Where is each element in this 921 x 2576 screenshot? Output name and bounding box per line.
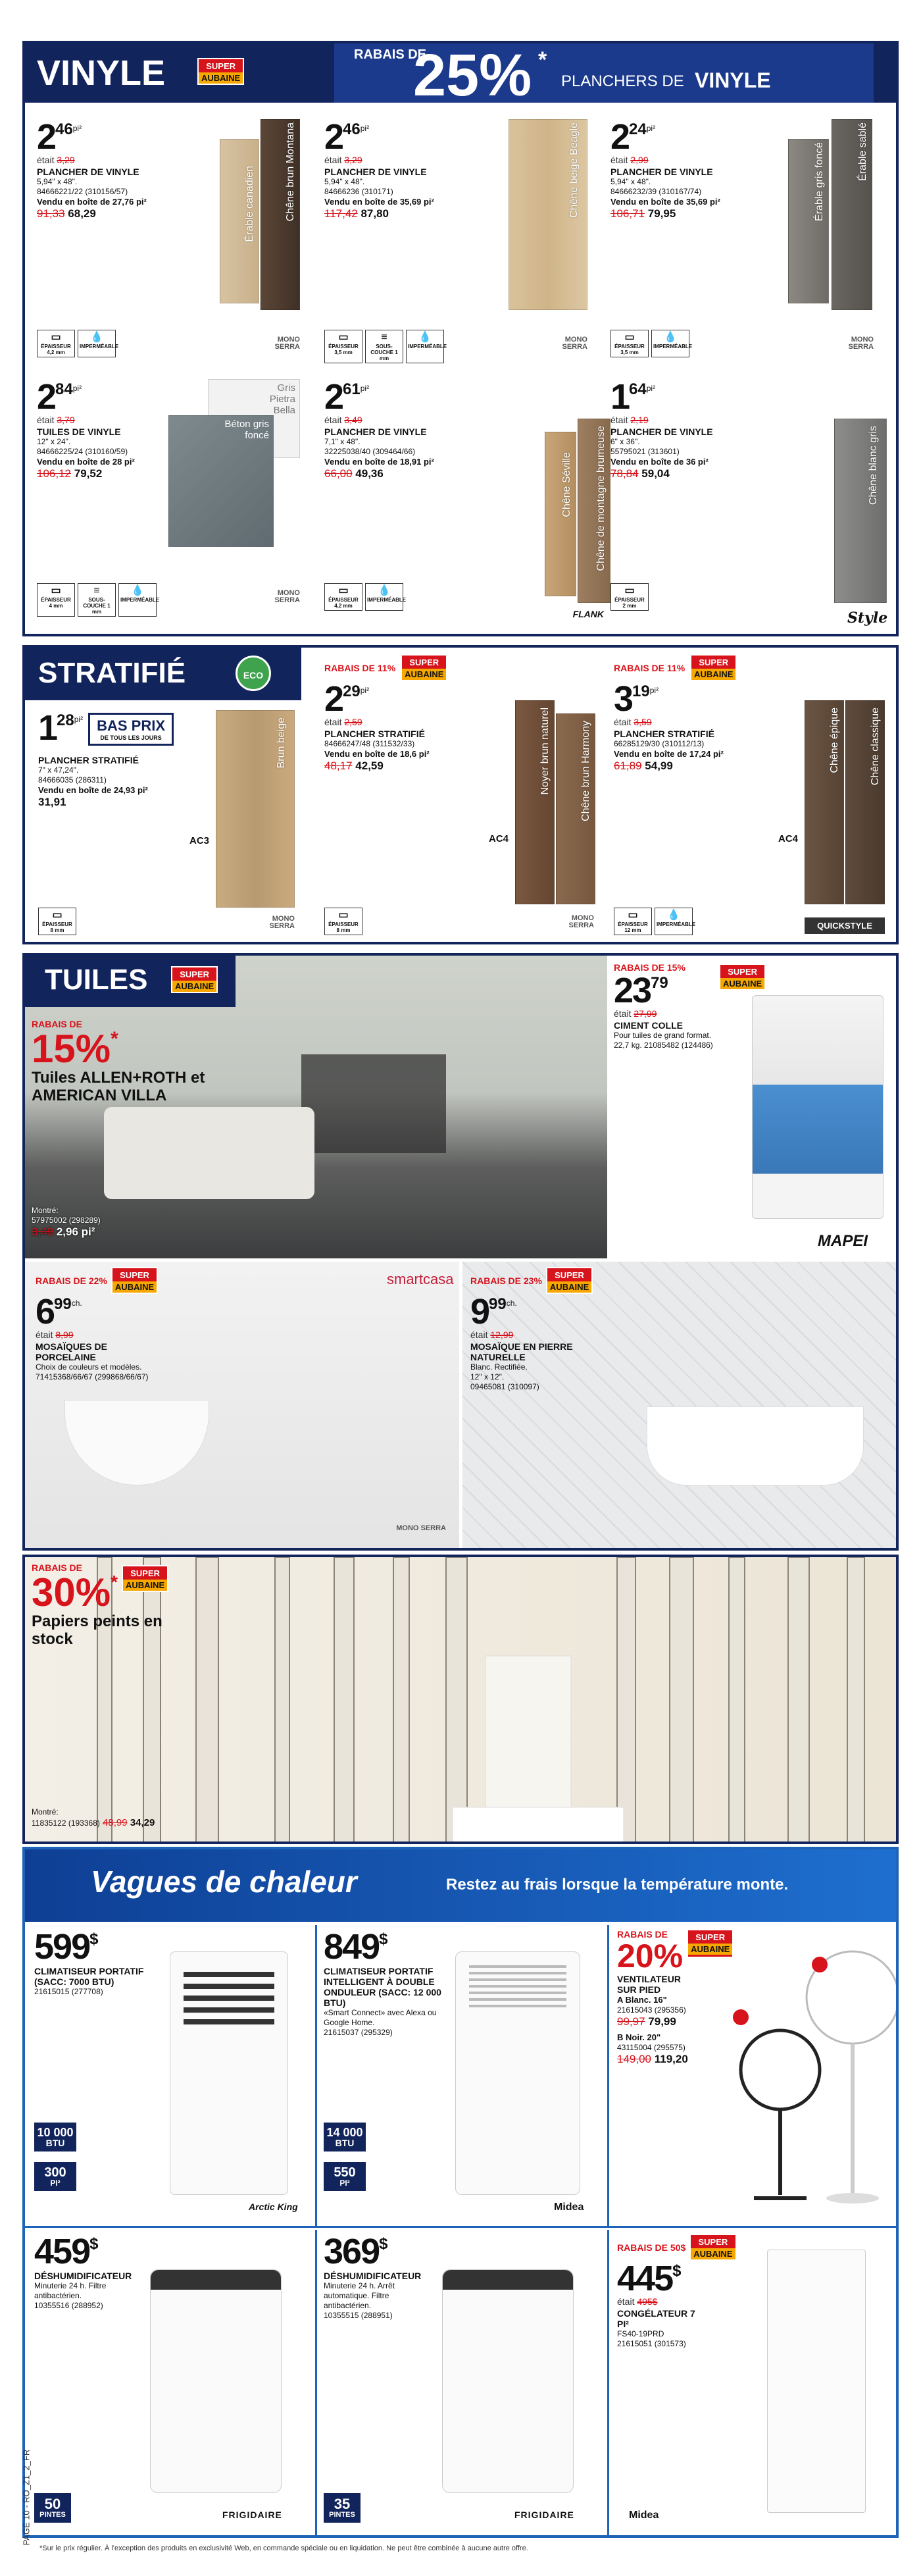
product-name: TUILES DE VINYLE: [37, 426, 121, 437]
product-name: DÉSHUMIDIFICATEUR: [34, 2271, 132, 2281]
mono-serra-logo: MONO SERRA: [562, 336, 587, 351]
box-info: Vendu en boîte de 27,76 pi²: [37, 197, 147, 207]
promo-banner: [334, 43, 874, 109]
box-price: 91,33 68,29: [37, 207, 96, 220]
btu-tag: 10 000 BTU: [34, 2123, 76, 2151]
box-price: 106,71 79,95: [610, 207, 676, 220]
price: $246^{pi^2}$: [324, 117, 370, 157]
box-info: Vendu en boîte de 18,6 pi²: [324, 749, 430, 759]
waterproof-icon: 💧 IMPERMÉABLE: [78, 330, 116, 357]
waterproof-icon: 💧 IMPERMÉABLE: [118, 583, 157, 617]
price: $128^{pi^2}$: [38, 708, 84, 748]
smartcasa-logo: smartcasa: [387, 1271, 454, 1287]
papier-peint-section: [22, 1555, 899, 1844]
thickness-icon: ▭ ÉPAISSEUR 12 mm: [614, 908, 652, 935]
pints-tag: 50 PINTES: [34, 2493, 71, 2523]
box-info: Vendu en boîte de 35,69 pi²: [324, 197, 434, 207]
promo-pct: 30%: [32, 1570, 111, 1614]
box-info: Vendu en boîte de 28 pi²: [37, 457, 135, 467]
price: $319^{pi^2}$: [614, 679, 659, 719]
plank-gris-fonce: Érable gris foncé: [788, 139, 829, 303]
product-name: PLANCHER STRATIFIÉ: [38, 755, 139, 765]
thickness-icon: ▭ ÉPAISSEUR 3,5 mm: [324, 330, 362, 363]
vinyle-section: [22, 41, 899, 636]
price: 369$: [324, 2232, 388, 2271]
chaleur-header: [25, 1849, 899, 1922]
sku: 09465081 (310097): [470, 1382, 539, 1391]
product-name: PLANCHER DE VINYLE: [610, 426, 713, 437]
mono-serra-logo: MONO SERRA: [274, 336, 300, 351]
product-name: CLIMATISEUR PORTATIF INTELLIGENT À DOUBLE ONDULEUR (SACC: 12 000 BTU): [324, 1966, 441, 2008]
frigidaire-logo: FRIGIDAIRE: [222, 2510, 282, 2520]
tuiles-header: [25, 956, 236, 1007]
sku: 21615015 (277708): [34, 1987, 103, 1996]
promo-desc: Papiers peints en stock: [32, 1612, 162, 1648]
rabais-label: RABAIS DE 11%: [324, 662, 396, 673]
option-b: B Noir. 20": [617, 2032, 661, 2042]
aubaine-label: AUBAINE: [199, 72, 243, 84]
underlay-icon: ≡ SOUS-COUCHE 1 mm: [365, 330, 403, 363]
plank-harmony: Chêne brun Harmony: [556, 713, 595, 904]
product-name: PLANCHER DE VINYLE: [324, 426, 427, 437]
tuiles-section: [22, 953, 899, 1551]
spec-icons: [610, 583, 649, 611]
product-name: PLANCHER DE VINYLE: [610, 167, 713, 177]
product-name: PLANCHER STRATIFIÉ: [324, 729, 425, 739]
product-name: PLANCHER DE VINYLE: [324, 167, 427, 177]
tile-beton: Béton gris foncé: [168, 415, 274, 547]
desc: Minuterie 24 h. Arrêt automatique. Filtre antibactérien.: [324, 2281, 395, 2310]
box-price: 117,42 87,80: [324, 207, 389, 220]
sku: 84666236 (310171): [324, 187, 393, 196]
spec-icons: [37, 583, 160, 617]
price: $224^{pi^2}$: [610, 117, 656, 157]
spec-icons: [610, 330, 693, 357]
sku: 84666247/48 (311532/33): [324, 739, 415, 748]
box-info: Vendu en boîte de 24,93 pi²: [38, 785, 148, 795]
sku: 32225038/40 (309464/66): [324, 447, 416, 456]
price: 445$: [617, 2259, 682, 2298]
super-aubaine-badge: SUPER AUBAINE: [689, 2234, 736, 2261]
ciment-bag-image: [752, 995, 884, 1219]
midea-logo: Midea: [554, 2202, 584, 2213]
desc: Pour tuiles de grand format.: [614, 1031, 712, 1040]
plank-chene-beige: Chêne beige Beagle: [509, 119, 587, 310]
bas-prix-badge: BAS PRIX DE TOUS LES JOURS: [88, 713, 174, 746]
sku: 10355516 (288952): [34, 2301, 103, 2310]
chaleur-section: [22, 1847, 899, 2538]
super-aubaine-badge: SUPER AUBAINE: [719, 964, 766, 991]
vinyle-title: VINYLE: [37, 53, 166, 93]
promo-top: RABAIS DE: [354, 47, 427, 62]
area-tag: 300 PI²: [34, 2162, 76, 2191]
sku: 22,7 kg. 21085482 (124486): [614, 1041, 713, 1050]
thickness-icon: ▭ ÉPAISSEUR 8 mm: [38, 908, 76, 935]
vinyl-product-3[interactable]: [610, 119, 887, 369]
mono-serra-logo: MONO SERRA: [396, 1524, 446, 1532]
product-name: MOSAÏQUE EN PIERRE NATURELLE: [470, 1341, 573, 1362]
stratifie-section: [22, 645, 899, 944]
super-aubaine-badge: SUPER AUBAINE: [111, 1267, 158, 1294]
ac-rating: AC4: [489, 833, 509, 844]
dims: 6" x 36".: [610, 437, 640, 446]
spec-icons: [38, 908, 76, 935]
product-name: CONGÉLATEUR 7 PI²: [617, 2308, 695, 2329]
promo-desc: Tuiles ALLEN+ROTH et AMERICAN VILLA: [32, 1069, 205, 1104]
was-price: était 2,59: [324, 717, 362, 727]
option-a: A Blanc. 16": [617, 1995, 667, 2005]
mono-serra-logo: MONO SERRA: [269, 915, 295, 930]
price-a: 99,97 79,99: [617, 2015, 676, 2028]
vinyle-header: [25, 43, 896, 109]
chaleur-subtitle: Restez au frais lorsque la température monte.: [446, 1876, 789, 1893]
price: 849$: [324, 1927, 388, 1967]
vinyl-product-2[interactable]: [324, 119, 601, 369]
sku: FS40-19PRD 21615051 (301573): [617, 2329, 686, 2348]
dims: 5,94" x 48".: [37, 177, 78, 186]
price: $246^{pi^2}$: [37, 117, 82, 157]
rabais-label: RABAIS DE 11%: [614, 662, 685, 673]
price: 459$: [34, 2232, 99, 2271]
style-logo: Style: [847, 609, 888, 627]
was-price: était 27,99: [614, 1008, 657, 1019]
sku: 84666225/24 (310160/59): [37, 447, 128, 456]
desc: Minuterie 24 h. Filtre antibactérien.: [34, 2281, 107, 2300]
dims: 5,94" x 48".: [324, 177, 365, 186]
chaleur-title: Vagues de chaleur: [91, 1865, 357, 1899]
was-price: était 2,19: [610, 415, 649, 425]
sku: 10355515 (288951): [324, 2311, 393, 2320]
sku: 84666232/39 (310167/74): [610, 187, 702, 196]
eco-badge: ECO: [236, 656, 271, 691]
desc: Choix de couleurs et modèles.: [36, 1362, 142, 1372]
waterproof-icon: 💧 IMPERMÉABLE: [406, 330, 444, 363]
waterproof-icon: 💧 IMPERMÉABLE: [365, 583, 403, 611]
plank-chene-blanc-gris: Chêne blanc gris: [834, 419, 887, 603]
ac-unit-image: [455, 1951, 580, 2195]
price: $699^{ch.}$: [36, 1292, 82, 1331]
underlay-icon: ≡ SOUS-COUCHE 1 mm: [78, 583, 116, 617]
ac-rating: AC3: [189, 835, 210, 846]
dims: 7,1" x 48".: [324, 437, 361, 446]
super-aubaine-badge: SUPER AUBAINE: [690, 654, 737, 681]
laminate-product-1[interactable]: [38, 710, 314, 940]
rabais-label: RABAIS DE 15%: [614, 962, 685, 973]
product-name: PLANCHER DE VINYLE: [37, 167, 139, 177]
plank-brun-beige: Brun beige: [216, 710, 295, 908]
plank-erable: Érable canadien: [220, 139, 259, 303]
mono-serra-logo: MONO SERRA: [274, 589, 300, 604]
frigidaire-logo: FRIGIDAIRE: [514, 2510, 574, 2520]
price: $229^{pi^2}$: [324, 679, 370, 719]
montre-info: Montré: 57975002 (298289) 3,49 2,96 pi²: [32, 1206, 101, 1238]
promo-pct: 25%: [413, 43, 532, 109]
sku: 21615037 (295329): [324, 2028, 393, 2037]
mono-serra-logo: MONO SERRA: [568, 914, 594, 929]
bathtub: [647, 1406, 864, 1485]
super-aubaine-badge: [197, 58, 244, 85]
thickness-icon: ▭ ÉPAISSEUR 2 mm: [610, 583, 649, 611]
page-id: PAGE 10 - RO_Z1_2_FR: [21, 2449, 32, 2546]
laminate-product-3[interactable]: [614, 654, 897, 944]
sku: 84666221/22 (310156/57): [37, 187, 128, 196]
super-aubaine-badge: SUPER AUBAINE: [546, 1267, 593, 1294]
was-price: était 3,29: [37, 155, 75, 165]
was-price: était 2,99: [610, 155, 649, 165]
tuiles-promo: [32, 1019, 249, 1104]
product-name: CLIMATISEUR PORTATIF (SACC: 7000 BTU): [34, 1966, 144, 1987]
deshumidificateur-1[interactable]: [25, 2230, 317, 2538]
sku-b: 43115004 (295575): [617, 2043, 685, 2052]
box-info: Vendu en boîte de 35,69 pi²: [610, 197, 720, 207]
thickness-icon: ▭ ÉPAISSEUR 4 mm: [37, 583, 75, 617]
rabais-label: RABAIS DE 23%: [470, 1275, 542, 1286]
was-price: était 3,79: [37, 415, 75, 425]
thickness-icon: ▭ ÉPAISSEUR 4,2 mm: [324, 583, 362, 611]
area-tag: 550 PI²: [324, 2162, 366, 2191]
stratifie-title: STRATIFIÉ: [38, 657, 186, 689]
was-price: était 495$: [617, 2296, 658, 2307]
box-price: 78,84 59,04: [610, 467, 670, 480]
spec-icons: [37, 330, 119, 357]
ciment-colle-product[interactable]: [614, 962, 897, 1258]
dims: 12" x 24".: [37, 437, 71, 446]
stratifie-header: [25, 648, 301, 700]
ac-unit-image: [170, 1951, 288, 2195]
promo-pct: 20%: [617, 1938, 684, 1974]
congelateur[interactable]: [609, 2230, 899, 2538]
plank-epique: Chêne épique: [805, 700, 844, 904]
super-aubaine-badge: SUPER AUBAINE: [171, 966, 218, 993]
promo-rest: PLANCHERS DE: [561, 72, 684, 90]
price: 2379: [614, 971, 668, 1010]
product-name: VENTILATEUR SUR PIED: [617, 1974, 681, 1995]
arctic-king-logo: Arctic King: [249, 2202, 298, 2212]
box-price: 106,12 79,52: [37, 467, 103, 480]
waterproof-icon: 💧 IMPERMÉABLE: [651, 330, 689, 357]
sku: 55795021 (313601): [610, 447, 680, 456]
was-price: était 3,29: [324, 155, 362, 165]
was-price: était 12,99: [470, 1329, 514, 1340]
dims: 12" x 12".: [470, 1372, 505, 1381]
plank-chene-seville: Chêne Séville: [545, 432, 576, 596]
promo-pct: 15%: [32, 1027, 111, 1071]
price: 599$: [34, 1927, 99, 1967]
plank-chene-montagne: Chêne de montagne brumeuse: [578, 419, 610, 603]
box-price: 48,17 42,59: [324, 760, 384, 772]
climatiseur-2[interactable]: [317, 1925, 609, 2228]
pints-tag: 35 PINTES: [324, 2493, 361, 2523]
box-info: Vendu en boîte de 17,24 pi²: [614, 749, 724, 759]
price: $261^{pi^2}$: [324, 377, 370, 417]
plank-noyer: Noyer brun naturel: [515, 700, 555, 904]
thickness-icon: ▭ ÉPAISSEUR 4,2 mm: [37, 330, 75, 357]
price-b: 149,00 119,20: [617, 2053, 688, 2065]
vinyl-product-4[interactable]: [37, 379, 313, 629]
dims: 5,94" x 48".: [610, 177, 651, 186]
plank-sable: Érable sablé: [832, 119, 872, 310]
promo-star: *: [111, 1028, 118, 1050]
thickness-icon: ▭ ÉPAISSEUR 8 mm: [324, 908, 362, 935]
super-aubaine-badge: SUPER AUBAINE: [401, 654, 447, 681]
deshumidificateur-2[interactable]: [317, 2230, 609, 2538]
price: $284^{pi^2}$: [37, 377, 82, 417]
promo-star: *: [111, 1572, 118, 1592]
promo-bold: VINYLE: [695, 68, 771, 92]
montre-info: Montré: 11835122 (193368) 48,99 34,29: [32, 1807, 155, 1828]
rabais-label: RABAIS DE: [32, 1562, 83, 1573]
plank-classique: Chêne classique: [845, 700, 885, 904]
dehumidifier-image: [150, 2269, 282, 2493]
super-label: SUPER: [206, 61, 236, 71]
was-price: était 8,99: [36, 1329, 74, 1340]
fan-image: [728, 1938, 899, 2215]
vinyl-product-1[interactable]: [37, 119, 313, 369]
spec-icons: [324, 583, 407, 611]
footer-note: *Sur le prix régulier. À l'exception des produits en exclusivité Web, en commande spéciale ou en liquidation. Ne peut être combinée à aucune autre offre.: [39, 2544, 528, 2552]
rabais-label: RABAIS DE 22%: [36, 1275, 107, 1286]
mono-serra-logo: MONO SERRA: [848, 336, 874, 351]
dims: 7" x 47,24".: [38, 765, 79, 775]
super-aubaine-badge: SUPER AUBAINE: [687, 1929, 734, 1958]
plank-chene-brun: Chêne brun Montana: [261, 119, 300, 310]
flank-logo: FLANK: [572, 609, 604, 619]
ventilateur[interactable]: [609, 1925, 899, 2228]
price: $999^{ch.}$: [470, 1292, 517, 1331]
mapei-logo: MAPEI: [818, 1232, 868, 1250]
box-price: 31,91: [38, 796, 66, 808]
box-price: 61,89 54,99: [614, 760, 673, 772]
box-info: Vendu en boîte de 36 pi²: [610, 457, 709, 467]
rabais-label: RABAIS DE: [617, 1929, 668, 1940]
waterproof-icon: 💧 IMPERMÉABLE: [655, 908, 693, 935]
tile-gris-pietra: Gris Pietra Bella: [208, 379, 300, 458]
mosaique-porcelaine-product[interactable]: [25, 1262, 459, 1551]
mosaique-pierre-product[interactable]: [462, 1262, 899, 1551]
spec-icons: [614, 908, 696, 935]
tuiles-title: TUILES: [45, 964, 148, 996]
thickness-icon: ▭ ÉPAISSEUR 3,5 mm: [610, 330, 649, 357]
mosaic-scene: [64, 1400, 209, 1485]
freezer-image: [767, 2250, 866, 2513]
spec-icons: [324, 330, 447, 363]
product-name: PLANCHER STRATIFIÉ: [614, 729, 714, 739]
btu-tag: 14 000 BTU: [324, 2123, 366, 2151]
rabais-label: RABAIS DE 50$: [617, 2242, 686, 2253]
was-price: était 3,49: [324, 415, 362, 425]
spec-icons: [324, 908, 362, 935]
super-aubaine-badge: SUPER AUBAINE: [122, 1565, 168, 1592]
product-name: DÉSHUMIDIFICATEUR: [324, 2271, 422, 2281]
sku: 66285129/30 (310112/13): [614, 739, 705, 748]
sku-a: 21615043 (295356): [617, 2005, 686, 2015]
product-name: MOSAÏQUES DE PORCELAINE: [36, 1341, 107, 1362]
box-info: Vendu en boîte de 18,91 pi²: [324, 457, 434, 467]
quickstyle-logo: QUICKSTYLE: [805, 917, 885, 934]
box-price: 66,00 49,36: [324, 467, 384, 480]
price: $164^{pi^2}$: [610, 377, 656, 417]
promo-star: *: [538, 47, 547, 72]
laminate-product-2[interactable]: [324, 654, 607, 944]
sku: 71415368/66/67 (299868/66/67): [36, 1372, 149, 1381]
sku: 84666035 (286311): [38, 775, 107, 785]
ac-rating: AC4: [778, 833, 799, 844]
product-name: CIMENT COLLE: [614, 1020, 683, 1031]
climatiseur-1[interactable]: [25, 1925, 317, 2228]
desc: «Smart Connect» avec Alexa ou Google Home.: [324, 2008, 437, 2027]
rabais-label: RABAIS DE: [32, 1019, 83, 1029]
was-price: était 3,59: [614, 717, 652, 727]
midea-logo: Midea: [629, 2510, 659, 2521]
desc: Blanc. Rectifiée.: [470, 1362, 528, 1372]
dehumidifier-image: [442, 2269, 574, 2493]
